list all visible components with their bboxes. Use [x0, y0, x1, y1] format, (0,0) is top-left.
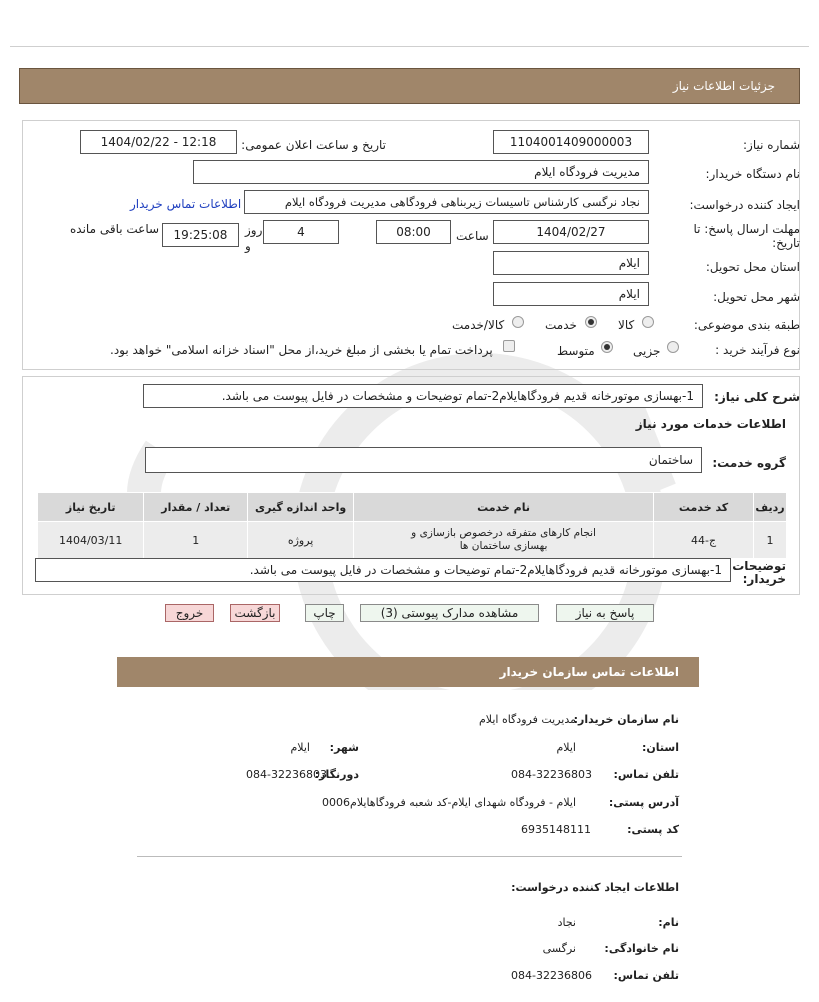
process-option-minor: جزیی: [633, 344, 661, 358]
page-title: جزئیات اطلاعات نیاز: [672, 79, 775, 93]
remaining-time-label: ساعت باقی مانده: [70, 222, 160, 236]
treasury-checkbox[interactable]: [503, 340, 515, 352]
buyer-contact-link[interactable]: اطلاعات تماس خریدار: [130, 197, 242, 211]
contact-phone-label: تلفن تماس:: [613, 768, 679, 781]
service-group-label: گروه خدمت:: [712, 456, 786, 470]
services-table: [37, 492, 787, 559]
contact-header: [117, 657, 699, 687]
view-documents-button[interactable]: مشاهده مدارک پیوستی (3): [360, 604, 539, 622]
cell-date: 1404/03/11: [38, 522, 144, 559]
creator-phone-value: 084-32236806: [511, 969, 592, 982]
col-date: تاریخ نیاز: [38, 493, 144, 522]
category-option-service: خدمت: [545, 318, 577, 332]
col-row: ردیف: [754, 493, 787, 522]
need-number-field: 1104001409000003: [493, 130, 649, 154]
buyer-notes-label: توضیحات خریدار:: [732, 559, 786, 586]
process-radio-medium[interactable]: [601, 341, 613, 353]
contact-phone-value: 084-32236803: [511, 768, 592, 781]
province-field: ایلام: [493, 251, 649, 275]
cell-code: ج-44: [654, 522, 754, 559]
requester-field: نجاد نرگسی کارشناس تاسیسات زیربناهی فرودگاهی مدیریت فرودگاه ایلام: [244, 190, 649, 214]
contact-fax-value: 084-32236803: [246, 768, 327, 781]
org-name-label: نام سازمان خریدار:: [573, 713, 679, 726]
print-button[interactable]: چاپ: [305, 604, 344, 622]
creator-first-name-value: نجاد: [557, 916, 576, 929]
org-name-value: مدیریت فرودگاه ایلام: [478, 713, 576, 726]
service-group-field: ساختمان: [145, 447, 702, 473]
contact-city-label: شهر:: [329, 741, 359, 754]
reply-button[interactable]: پاسخ به نیاز: [556, 604, 654, 622]
buyer-org-label: نام دستگاه خریدار:: [705, 167, 800, 181]
treasury-note: پرداخت تمام یا بخشی از مبلغ خرید،از محل "اسناد خزانه اسلامی" خواهد بود.: [110, 343, 493, 357]
cell-row: 1: [754, 522, 787, 559]
contact-province-value: ایلام: [556, 741, 576, 754]
deadline-label: مهلت ارسال پاسخ: تا تاریخ:: [693, 222, 800, 250]
postal-label: کد پستی:: [627, 823, 679, 836]
description-field: 1-بهسازی موتورخانه قدیم فرودگاهایلام2-تمام توضیحات و مشخصات در فایل پیوست می باشد.: [143, 384, 703, 408]
col-qty: تعداد / مقدار: [144, 493, 248, 522]
deadline-date-field: 1404/02/27: [493, 220, 649, 244]
contact-city-value: ایلام: [290, 741, 310, 754]
address-label: آدرس پستی:: [608, 796, 679, 809]
buyer-org-field: مدیریت فرودگاه ایلام: [193, 160, 649, 184]
address-value: ایلام - فرودگاه شهدای ایلام-کد شعبه فرودگاهایلام0006: [322, 796, 576, 809]
table-row: [38, 522, 787, 559]
creator-last-name-value: نرگسی: [542, 942, 576, 955]
contact-fax-label: دورنگار:: [314, 768, 359, 781]
category-label: طبقه بندی موضوعی:: [693, 318, 800, 332]
requester-label: ایجاد کننده درخواست:: [689, 198, 800, 212]
city-field: ایلام: [493, 282, 649, 306]
category-option-goods-service: کالا/خدمت: [452, 318, 505, 332]
contact-title: اطلاعات تماس سازمان خریدار: [499, 665, 679, 679]
announce-label: تاریخ و ساعت اعلان عمومی:: [241, 138, 386, 152]
need-number-label: شماره نیاز:: [743, 138, 800, 152]
cell-qty: 1: [144, 522, 248, 559]
category-radio-service[interactable]: [585, 316, 597, 328]
category-radio-goods-service[interactable]: [512, 316, 524, 328]
exit-button[interactable]: خروج: [165, 604, 214, 622]
contact-divider: [137, 856, 682, 857]
services-title: اطلاعات خدمات مورد نیاز: [635, 417, 786, 431]
top-divider: [10, 46, 809, 47]
process-radio-minor[interactable]: [667, 341, 679, 353]
process-label: نوع فرآیند خرید :: [715, 343, 800, 357]
col-name: نام خدمت: [354, 493, 654, 522]
deadline-time-field: 08:00: [376, 220, 451, 244]
creator-last-name-label: نام خانوادگی:: [604, 942, 679, 955]
city-label: شهر محل تحویل:: [713, 290, 800, 304]
remaining-time-field: 19:25:08: [162, 223, 239, 247]
days-field: 4: [263, 220, 339, 244]
buyer-notes-field: 1-بهسازی موتورخانه قدیم فرودگاهایلام2-تمام توضیحات و مشخصات در فایل پیوست می باشد.: [35, 558, 731, 582]
province-label: استان محل تحویل:: [705, 260, 800, 274]
description-label: شرح کلی نیاز:: [714, 390, 800, 404]
announce-datetime-field: 1404/02/22 - 12:18: [80, 130, 237, 154]
creator-first-name-label: نام:: [658, 916, 679, 929]
category-option-goods: کالا: [618, 318, 635, 332]
days-label: روز و: [245, 223, 263, 253]
postal-value: 6935148111: [521, 823, 591, 836]
process-option-medium: متوسط: [557, 344, 595, 358]
col-unit: واحد اندازه گیری: [248, 493, 354, 522]
creator-phone-label: تلفن تماس:: [613, 969, 679, 982]
creator-title: اطلاعات ایجاد کننده درخواست:: [511, 881, 679, 894]
deadline-time-label: ساعت: [456, 229, 489, 243]
page-header: [19, 68, 800, 104]
cell-unit: پروژه: [248, 522, 354, 559]
contact-province-label: استان:: [642, 741, 679, 754]
category-radio-goods[interactable]: [642, 316, 654, 328]
col-code: کد خدمت: [654, 493, 754, 522]
back-button[interactable]: بازگشت: [230, 604, 280, 622]
cell-name: انجام کارهای متفرقه درخصوص بازسازی و بهسازی ساختمان ها: [354, 522, 654, 559]
